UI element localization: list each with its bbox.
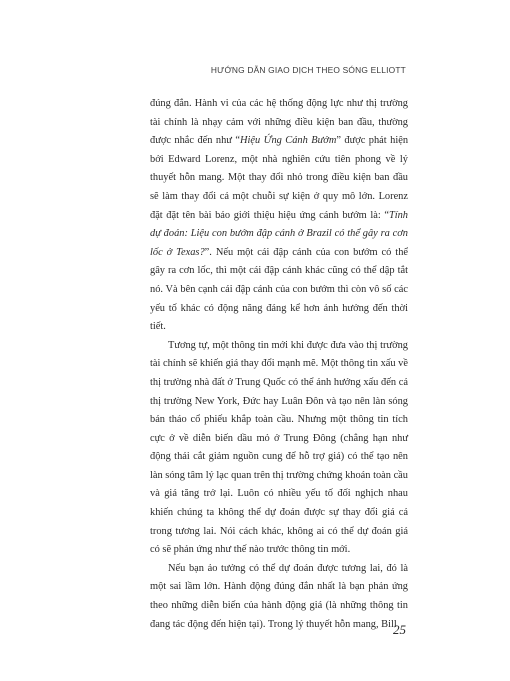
text-run: Nếu bạn ảo tưởng có thể dự đoán được tương lai, đó là một sai lầm lớn. Hành động đúng đắn nhất là bạn phản ứng theo những diễn biến của hành động giá (là những thông tin đang tác động đến hiện tại). Trong lý thuyết hỗn mang, Bill (150, 562, 408, 630)
paragraph (150, 560, 408, 634)
paragraph (150, 337, 408, 560)
body-text (150, 95, 408, 634)
running-header: HƯỚNG DẪN GIAO DỊCH THEO SÓNG ELLIOTT (210, 65, 406, 75)
page-number: 25 (393, 622, 406, 637)
text-run: ” được phát hiện bởi Edward Lorenz, một nhà nghiên cứu tiên phong về lý thuyết hỗn mang. Một thay đổi nhỏ trong điều kiện ban đầu sẽ làm thay đổi cả một chuỗi sự kiện ở quy mô lớn. Lorenz đặt đặt tên bài báo giới thiệu hiệu ứng cánh bướm là: “ (150, 135, 409, 221)
text-run: Tương tự, một thông tin mới khi được đưa vào thị trường tài chính sẽ khiến giá thay đổi mạnh mẽ. Một thông tin xấu về thị trường nhà đất ở Trung Quốc có thể ảnh hưởng xấu đến cả thị trường New York, Đức hay Luân Đôn và tạo nên làn sóng bán tháo cổ phiếu khắp toàn cầu. Nhưng một thông tin tích cực ở về diễn biến dầu mỏ ở Trung Đông (chẳng hạn như động thái cắt giảm nguồn cung để hỗ trợ giá) có thể tạo nên làn sóng tâm lý lạc quan trên thị trường chứng khoán toàn cầu và giá tăng trở lại. Luôn có nhiều yếu tố đối nghịch nhau khiến chúng ta không thể dự đoán được sự thay đổi giá cả trong tương lai. Nói cách khác, không ai có thể dự đoán giá có sẽ phản ứng như thế nào trước thông tin mới. (150, 339, 408, 556)
paragraph (150, 95, 408, 337)
italic-quote: Tính dự đoán: Liệu con bướm đập cánh ở Brazil có thể gây ra cơn lốc ở Texas? (150, 209, 408, 258)
text-run: ”. Nếu một cái đập cánh của con bướm có thể gây ra cơn lốc, thì một cái đập cánh khác cũng có thể dập tắt nó. Và bên cạnh cái đập cánh của con bướm thì còn vô số các yếu tố khác có động năng đáng kể hơn ảnh hưởng đến thời tiết. (150, 246, 409, 333)
italic-term: Hiệu Ứng Cánh Bướm (239, 135, 337, 147)
text-run: đúng đắn. Hành vi của các hệ thống động lực như thị trường tài chính là nhạy cảm với những điều kiện ban đầu, thường được nhắc đến như “ (150, 98, 408, 147)
